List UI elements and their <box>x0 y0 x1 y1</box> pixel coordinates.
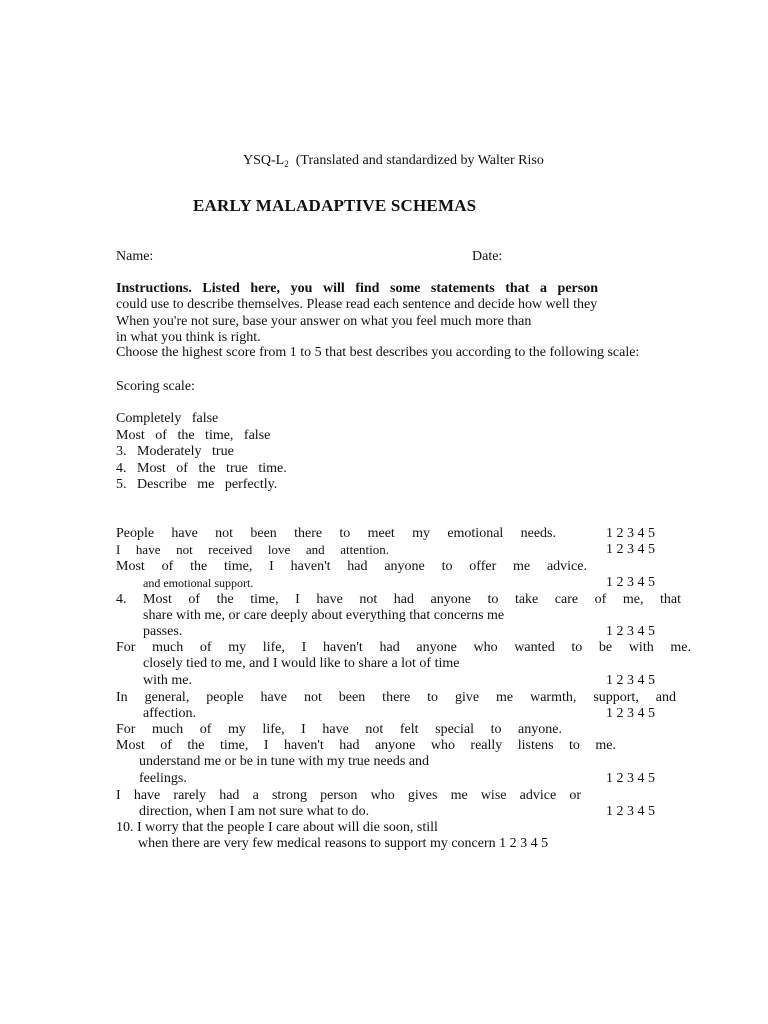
item-6-score: 1 2 3 4 5 <box>606 706 655 721</box>
item-5-text-continued: closely tied to me, and I would like to share a lot of time <box>143 656 460 671</box>
item-6-text-continued: affection. <box>143 706 196 721</box>
name-label: Name: <box>116 249 154 264</box>
item-4-score: 1 2 3 4 5 <box>606 624 655 639</box>
scale-item: Completely false <box>116 411 219 426</box>
item-5-text: For much of my life, I haven't had anyone who wanted to be with me. <box>116 640 691 655</box>
item-3-text: Most of the time, I haven't had anyone to offer me advice. <box>116 559 587 574</box>
instructions-line-1: Instructions. Listed here, you will find some statements that a person <box>116 281 598 296</box>
scale-item: 5. Describe me perfectly. <box>116 477 278 492</box>
item-2-text: I have not received love and attention. <box>116 542 389 557</box>
instructions-line-5: Choose the highest score from 1 to 5 that best describes you according to the following scale: <box>116 345 640 360</box>
item-5-score: 1 2 3 4 5 <box>606 673 655 688</box>
item-9-text-continued: direction, when I am not sure what to do. <box>139 804 370 819</box>
item-6-text: In general, people have not been there to give me warmth, support, and <box>116 690 676 705</box>
scale-item: 4. Most of the true time. <box>116 461 287 476</box>
date-label: Date: <box>472 249 503 264</box>
questionnaire-code: YSQ-L <box>243 153 285 168</box>
item-10-text-continued: when there are very few medical reasons to support my concern 1 2 3 4 5 <box>138 836 549 851</box>
item-5-text-continued: with me. <box>143 673 192 688</box>
item-1-score: 1 2 3 4 5 <box>606 526 655 541</box>
item-9-text: I have rarely had a strong person who gives me wise advice or <box>116 788 581 803</box>
instructions-line-4: in what you think is right. <box>116 330 261 345</box>
scale-item: 3. Moderately true <box>116 444 234 459</box>
item-3-score: 1 2 3 4 5 <box>606 575 655 590</box>
scale-item: Most of the time, false <box>116 428 271 443</box>
instructions-line-2: could use to describe themselves. Please read each sentence and decide how well they <box>116 297 598 312</box>
item-4-text-continued: share with me, or care deeply about everything that concerns me <box>143 608 505 623</box>
instructions-line-3: When you're not sure, base your answer on what you feel much more than <box>116 314 532 329</box>
item-8-text-continued: feelings. <box>139 771 187 786</box>
item-4-text: 4. Most of the time, I have not had anyone to take care of me, that <box>116 592 681 607</box>
item-2-score: 1 2 3 4 5 <box>606 542 655 557</box>
translation-credit: (Translated and standardized by Walter Riso <box>295 153 544 168</box>
item-9-score: 1 2 3 4 5 <box>606 804 655 819</box>
scale-label: Scoring scale: <box>116 379 195 394</box>
document-header <box>243 153 544 172</box>
page-title: EARLY MALADAPTIVE SCHEMAS <box>193 196 477 215</box>
item-3-text-continued: and emotional support. <box>143 576 254 590</box>
item-10-text: 10. I worry that the people I care about will die soon, still <box>116 820 438 835</box>
item-7-text: For much of my life, I have not felt special to anyone. <box>116 722 562 737</box>
item-1-text: People have not been there to meet my emotional needs. <box>116 526 556 541</box>
questionnaire-code-subscript: 2 <box>284 159 289 169</box>
item-4-text-continued: passes. <box>143 624 183 639</box>
item-8-text: Most of the time, I haven't had anyone who really listens to me. <box>116 738 616 753</box>
item-8-score: 1 2 3 4 5 <box>606 771 655 786</box>
item-8-text-continued: understand me or be in tune with my true needs and <box>139 754 430 769</box>
